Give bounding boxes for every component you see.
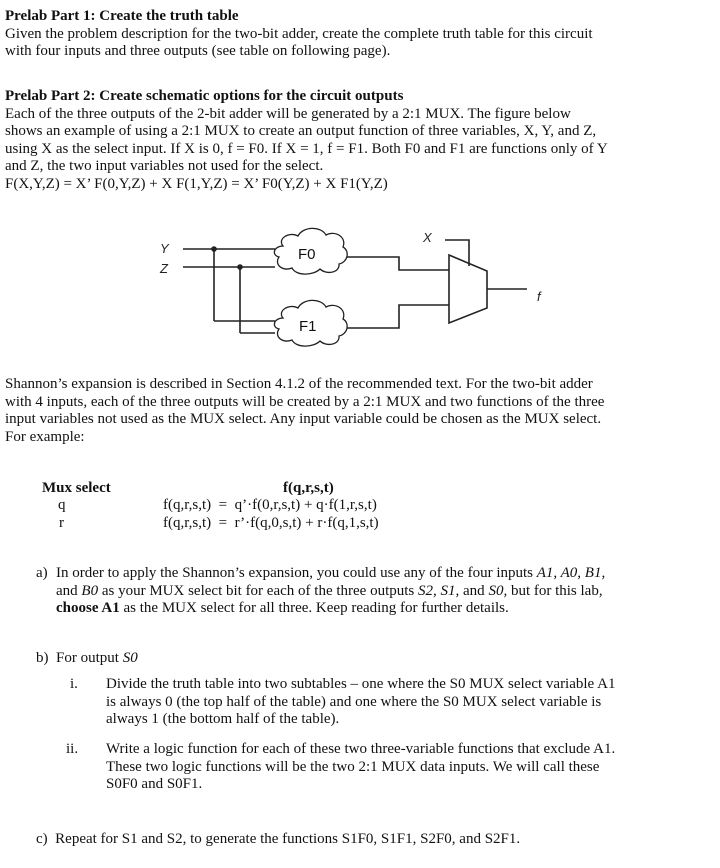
item-b-ii-line2: These two logic functions will be the two 2:1 MUX data inputs. We will call these [106,758,600,775]
part2-line3: using X as the select input. If X is 0, f = F0. If X = 1, f = F1. Both F0 and F1 are functions only of Y [5,140,608,157]
mux-2to1 [449,255,487,323]
x-label: X [423,230,432,245]
cloud-f0-label: F0 [298,246,316,263]
list-label-b-i: i. [70,676,78,692]
function-header: f(q,r,s,t) [283,480,334,496]
shannon-line2: with 4 inputs, each of the three outputs will be created by a 2:1 MUX and two functions of the three [5,393,605,410]
shannon-line4: For example: [5,428,85,445]
junction-dot [211,246,217,252]
part2-line4: and Z, the two input variables not used for the select. [5,158,324,174]
part1-line2: with four inputs and three outputs (see table on following page). [5,43,391,59]
list-label-c: c) [36,831,48,847]
f0-output-wire [344,257,449,270]
list-item-a [36,565,701,618]
part2-section [5,88,710,193]
f1-output-wire [344,305,449,328]
part2-equation: F(X,Y,Z) = X’ F(0,Y,Z) + X F(1,Y,Z) = X’ F0(Y,Z) + X F1(Y,Z) [5,175,388,192]
list-label-a: a) [36,565,48,581]
part1-heading: Prelab Part 1: Create the truth table [5,8,239,24]
item-c-text: Repeat for S1 and S2, to generate the functions S1F0, S1F1, S2F0, and S2F1. [55,831,521,847]
mux-select-header: Mux select [42,480,111,496]
list-label-b-ii: ii. [66,741,79,757]
item-a-line3: choose A1 as the MUX select for all three. Keep reading for further details. [56,600,509,616]
part1-section [5,8,710,61]
item-a-line1: In order to apply the Shannon’s expansion, you could use any of the four inputs A1, A0, B1, [56,565,606,581]
equation-q: f(q,r,s,t) = q’·f(0,r,s,t) + q·f(1,r,s,t) [163,497,377,513]
shannon-line1: Shannon’s expansion is described in Section 4.1.2 of the recommended text. For the two-bit adder [5,376,593,392]
item-b-i-line2: is always 0 (the top half of the table) and one where the S0 MUX select variable is [106,693,602,710]
part1-line1: Given the problem description for the two-bit adder, create the complete truth table for this circuit [5,25,593,42]
item-b-ii-line3: S0F0 and S0F1. [106,776,203,792]
item-b-i-line1: Divide the truth table into two subtables – one where the S0 MUX select variable A1 [106,676,616,692]
mux-select-q: q [58,497,66,513]
list-item-c [36,831,520,849]
part2-heading: Prelab Part 2: Create schematic options for the circuit outputs [5,88,404,104]
shannon-line3: input variables not used as the MUX select. Any input variable could be chosen as the MUX select. [5,411,602,427]
item-b-ii-line1: Write a logic function for each of these two three-variable functions that exclude A1. [106,741,616,757]
junction-dot [237,264,243,270]
mux-figure [0,222,720,372]
list-label-b: b) [36,650,49,666]
mux-select-r: r [59,515,64,531]
list-item-b: b) For output S0 [36,650,138,666]
part2-line2: shows an example of using a 2:1 MUX to create an output function of three variables, X, Y, and Z, [5,123,597,139]
cloud-f1-label: F1 [299,318,317,335]
item-b-i-line3: always 1 (the bottom half of the table). [106,711,340,727]
y-label: Y [160,241,169,256]
item-a-line2: and B0 as your MUX select bit for each of the three outputs S2, S1, and S0, but for this lab, [56,582,603,599]
z-label: Z [160,261,168,276]
list-item-b-i [70,676,692,729]
equation-r: f(q,r,s,t) = r’·f(q,0,s,t) + r·f(q,1,s,t) [163,515,379,531]
shannon-section [5,376,710,446]
f-label: f [537,289,541,304]
list-item-b-ii [66,741,692,794]
part2-line1: Each of the three outputs of the 2-bit adder will be generated by a 2:1 MUX. The figure below [5,105,571,122]
